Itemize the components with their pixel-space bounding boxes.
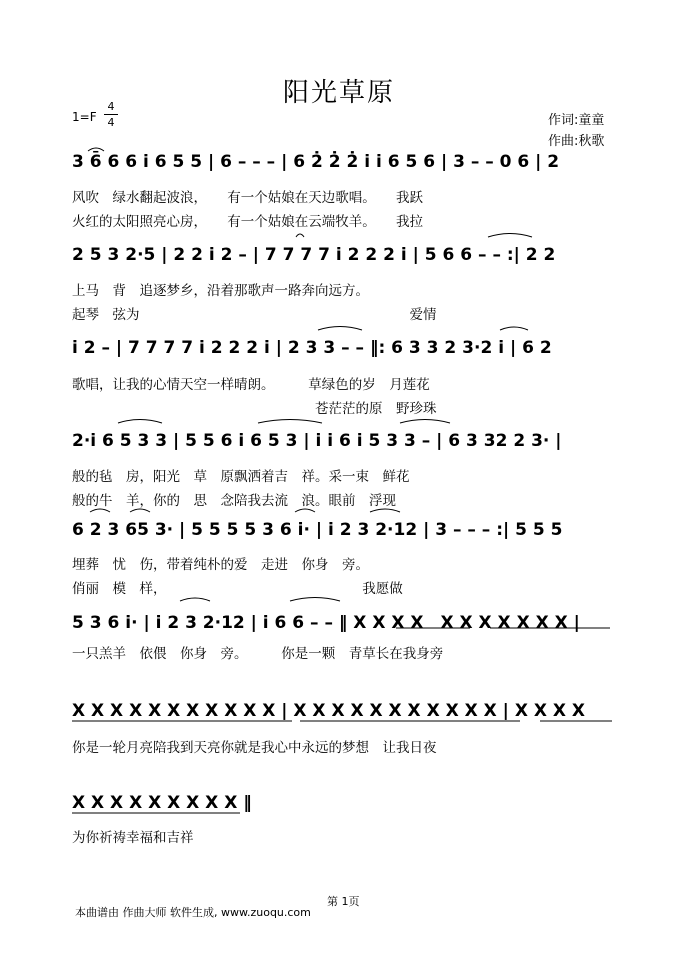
time-signature <box>104 100 118 129</box>
slur-mark <box>258 420 322 424</box>
score-line-5-notes: 6 2 3 65 3· | 5 5 5 5 3 6 i· | i 2 3 2·12 | 3 – – – :| 5 5 5 <box>72 520 563 540</box>
slur-mark <box>90 509 110 512</box>
score-line-4-lyric-1: 般的毡 房，阳光 草 原飘洒着吉 祥。采一束 鲜花 <box>72 469 410 485</box>
slur-mark <box>295 509 315 512</box>
score-line-5-lyric-1: 埋葬 忧 伤，带着纯朴的爱 走进 你身 旁。 <box>72 557 369 573</box>
slur-mark <box>130 509 150 512</box>
score-line-8-notes: X X X X X X X X X ‖ <box>72 793 252 813</box>
footer-credit: 本曲谱由 作曲大师 软件生成, www.zuoqu.com <box>75 906 311 919</box>
score-line-3-notes: i 2 – | 7 7 7 7 i 2 2 2 i | 2 3 3 – – ‖: 6 3 3 2 3·2 i | 6 2 <box>72 338 552 358</box>
slur-mark <box>180 598 210 601</box>
page-number: 第 1页 <box>327 895 360 908</box>
score-line-1-notes: 3 6̄ 6 6 i 6 5 5 | 6 – – – | 6 2̇ 2̇ 2̇ i i 6 5 6 | 3 – – 0 6 | 2 <box>72 152 560 172</box>
slur-mark <box>488 234 532 238</box>
slur-mark <box>500 327 528 330</box>
time-signature-bottom: 4 <box>107 116 115 129</box>
slur-mark <box>88 148 104 151</box>
slur-mark <box>296 234 304 237</box>
score-line-5-lyric-2: 俏丽 模 样， 我愿做 <box>72 581 403 597</box>
score-line-7-lyric-1: 你是一轮月亮陪我到天亮你就是我心中永远的梦想 让我日夜 <box>72 740 437 756</box>
score-line-8-lyric-1: 为你祈祷幸福和吉祥 <box>72 830 194 846</box>
score-line-4-notes: 2·i 6 5 3 3 | 5 5 6 i 6 5 3 | i i 6 i 5 3 3 – | 6 3 32 2 3· | <box>72 431 562 451</box>
score-line-3-lyric-2: 苍茫茫的原 野珍珠 <box>72 401 437 417</box>
score-line-4-lyric-2: 般的牛 羊，你的 思 念陪我去流 浪。眼前 浮现 <box>72 493 396 509</box>
key-signature: 1=F <box>72 110 97 124</box>
lyricist-credit: 作词:童童 <box>548 113 605 128</box>
score-line-2-lyric-2: 起琴 弦为 爱情 <box>72 307 437 323</box>
time-signature-top: 4 <box>107 100 115 113</box>
score-line-2-notes: 2 5 3 2·5 | 2 2 i 2 – | 7 7 7 7 i 2 2 2 i | 5 6 6 – – :| 2 2 <box>72 245 556 265</box>
slur-mark <box>400 420 450 424</box>
slur-mark <box>118 420 162 424</box>
composer-credit: 作曲:秋歌 <box>548 134 605 149</box>
score-line-1-lyric-1: 风吹 绿水翻起波浪， 有一个姑娘在天边歌唱。 我跃 <box>72 190 423 206</box>
score-line-7-notes: X X X X X X X X X X X | X X X X X X X X X X X | X X X X <box>72 701 585 721</box>
score-line-2-lyric-1: 上马 背 追逐梦乡，沿着那歌声一路奔向远方。 <box>72 283 369 299</box>
score-line-1-lyric-2: 火红的太阳照亮心房， 有一个姑娘在云端牧羊。 我拉 <box>72 214 423 230</box>
score-line-3-lyric-1: 歌唱，让我的心情天空一样晴朗。 草绿色的岁 月莲花 <box>72 377 430 393</box>
score-line-6-notes: 5 3 6 i· | i 2 3 2·12 | i 6 6 – – ‖ X X X X X X X X X X X | <box>72 613 580 633</box>
slur-mark <box>318 327 362 331</box>
slur-mark <box>370 509 400 512</box>
slur-mark <box>290 598 340 602</box>
song-title: 阳光草原 <box>282 78 395 108</box>
score-line-6-lyric-1: 一只羔羊 依偎 你身 旁。 你是一颗 青草长在我身旁 <box>72 646 444 662</box>
